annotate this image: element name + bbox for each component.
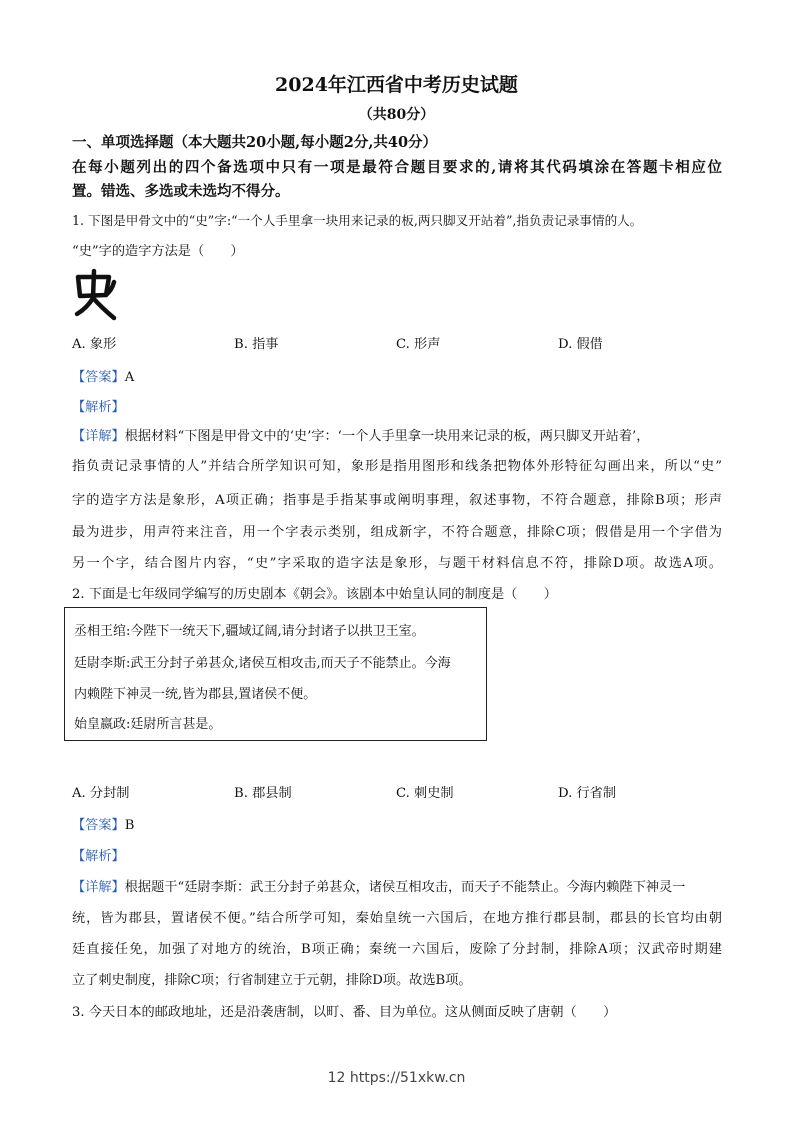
section-heading: 一、单项选择题（本大题共20小题,每小题2分,共40分）	[72, 134, 438, 151]
q1-detail-line-1	[72, 425, 722, 444]
q1-option-c: C. 形声	[396, 337, 441, 352]
detail-tag: 【详解】	[72, 429, 125, 444]
instruction-line-2: 置。错选、多选或未选均不得分。	[72, 183, 290, 200]
q1-detail-line-4: 最为进步，用声符来注音，用一个字表示类别，组成新字，不符合题意，排除C项；假借是用一个字借为	[72, 525, 722, 540]
q2-answer	[72, 814, 134, 833]
q2-option-a: A. 分封制	[72, 786, 130, 801]
q2-option-c: C. 刺史制	[396, 786, 454, 801]
q2-stem: 2. 下面是七年级同学编写的历史剧本《朝会》。该剧本中始皇认同的制度是（ ）	[72, 587, 557, 602]
answer-value: A	[124, 370, 135, 385]
oracle-bone-shi-glyph-icon	[72, 268, 118, 322]
answer-tag: 【答案】	[72, 818, 125, 833]
detail-text: 根据题干“廷尉李斯：武王分封子弟甚众，诸侯互相攻击，而天子不能禁止。今海内赖陛下神灵一	[124, 880, 686, 895]
page-title: 2024年江西省中考历史试题	[275, 74, 518, 96]
q2-detail-line-2: 统，皆为郡县，置诸侯不便。”结合所学可知，秦始皇统一六国后，在地方推行郡县制，郡县的长官均由朝	[72, 911, 722, 926]
q1-stem-line-1: 1. 下图是甲骨文中的“史”字:“一个人手里拿一块用来记录的板,两只脚叉开站着”,指负责记录事情的人。	[72, 213, 643, 228]
script-line-2: 廷尉李斯:武王分封子弟甚众,诸侯互相攻击,而天子不能禁止。今海	[74, 656, 451, 671]
q1-detail-line-3: 字的造字方法是象形，A项正确；指事是手指某事或阐明事理，叙述事物，不符合题意，排除B项；形声	[72, 493, 722, 508]
q1-detail-line-5: 另一个字，结合图片内容，“史”字采取的造字法是象形，与题干材料信息不符，排除D项。故选A项。	[72, 556, 722, 571]
q2-option-d: D. 行省制	[558, 786, 617, 801]
q2-detail-line-4: 立了刺史制度，排除C项；行省制建立于元朝，排除D项。故选B项。	[72, 973, 472, 988]
q2-script-box	[64, 607, 487, 741]
q1-option-b: B. 指事	[234, 337, 279, 352]
answer-tag: 【答案】	[72, 370, 125, 385]
answer-value: B	[124, 818, 135, 833]
q2-analysis-tag: 【解析】	[72, 849, 125, 864]
script-line-4: 始皇嬴政:廷尉所言甚是。	[74, 717, 222, 732]
q1-answer	[72, 366, 134, 385]
detail-tag: 【详解】	[72, 880, 125, 895]
q1-analysis-tag: 【解析】	[72, 400, 125, 415]
instruction-line-1: 在每小题列出的四个备选项中只有一项是最符合题目要求的,请将其代码填涂在答题卡相应位	[72, 159, 722, 176]
q1-option-d: D. 假借	[558, 337, 603, 352]
page-subtitle: （共80分）	[358, 107, 435, 123]
page-footer[interactable]: 12 https://51xkw.cn	[327, 1070, 466, 1086]
q2-detail-line-1	[72, 876, 722, 895]
q1-option-a: A. 象形	[72, 337, 117, 352]
detail-text: 根据材料“下图是甲骨文中的‘史’字：‘一个人手里拿一块用来记录的板，两只脚叉开站着’，	[124, 429, 650, 444]
q2-option-b: B. 郡县制	[234, 786, 292, 801]
q2-detail-line-3: 廷直接任免，加强了对地方的统治，B项正确；秦统一六国后，废除了分封制，排除A项；汉武帝时期建	[72, 942, 722, 957]
q1-detail-line-2: 指负责记录事情的人”并结合所学知识可知，象形是指用图形和线条把物体外形特征勾画出来，所以“史”	[72, 459, 722, 474]
script-line-1: 丞相王绾:今陛下一统天下,疆域辽阔,请分封诸子以拱卫王室。	[74, 624, 425, 639]
q1-stem-line-2: “史”字的造字方法是（ ）	[72, 244, 244, 259]
q3-stem: 3. 今天日本的邮政地址，还是沿袭唐制，以町、番、目为单位。这从侧面反映了唐朝（ ）	[72, 1005, 617, 1020]
script-line-3: 内赖陛下神灵一统,皆为郡县,置诸侯不便。	[74, 687, 317, 702]
